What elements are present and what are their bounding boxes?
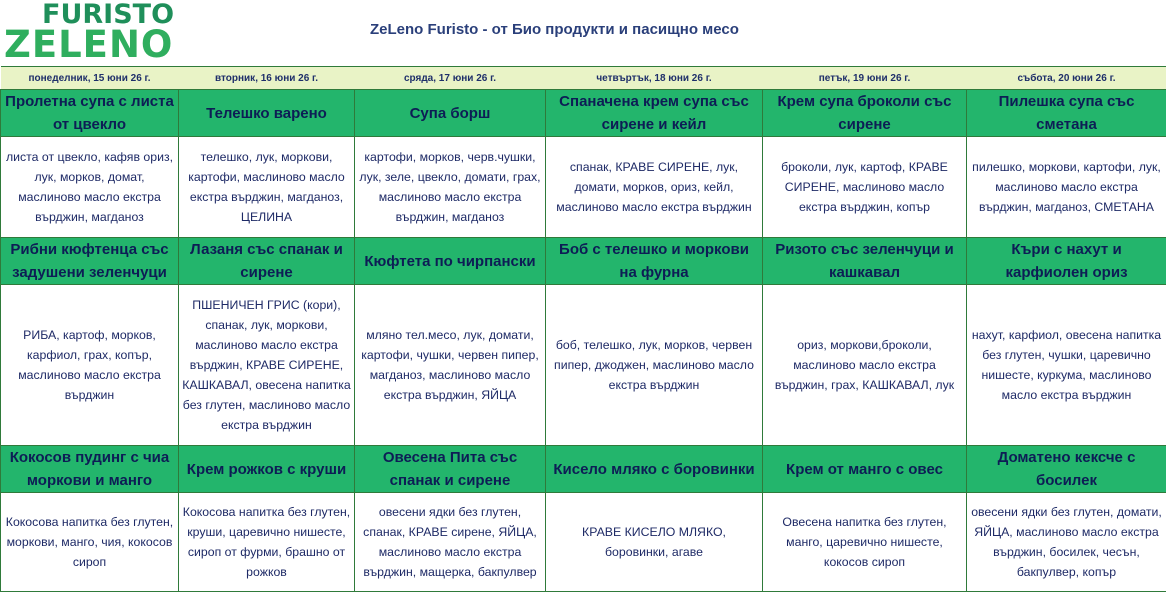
- dish-name: Спаначена крем супа със сирене и кейл: [546, 90, 763, 137]
- day-header: четвъртък, 18 юни 26 г.: [546, 67, 763, 90]
- ingredients-cell: боб, телешко, лук, морков, червен пипер, джоджен, маслиново масло екстра върджин: [546, 285, 763, 446]
- dish-name: Пилешка супа със сметана: [967, 90, 1166, 137]
- ingredients-cell: картофи, морков, черв.чушки, лук, зеле, цвекло, домати, грах, маслиново масло екстра върджин, магданоз: [355, 137, 546, 238]
- ingredients-cell: овесени ядки без глутен, спанак, КРАВЕ сирене, ЯЙЦА, маслиново масло екстра върджин, мащерка, бакпулвер: [355, 493, 546, 592]
- page-title: ZeLeno Furisto - от Био продукти и пасищно месо: [370, 21, 739, 38]
- day-header: петък, 19 юни 26 г.: [763, 67, 967, 90]
- day-header: вторник, 16 юни 26 г.: [179, 67, 355, 90]
- ingredients-cell: пилешко, моркови, картофи, лук, маслиново масло екстра върджин, магданоз, СМЕТАНА: [967, 137, 1166, 238]
- ingredients-row: [1, 493, 1166, 592]
- dish-name: Доматено кексче с босилек: [967, 446, 1166, 493]
- day-header: понеделник, 15 юни 26 г.: [1, 67, 179, 90]
- logo-line-1: FURISTO: [42, 0, 175, 30]
- ingredients-cell: ПШЕНИЧЕН ГРИС (кори), спанак, лук, моркови, маслиново масло екстра върджин, КРАВЕ СИРЕНЕ, КАШКАВАЛ, овесена напитка без глутен, маслиново масло екстра върджин: [179, 285, 355, 446]
- dish-name: Кюфтета по чирпански: [355, 238, 546, 285]
- ingredients-cell: Кокосова напитка без глутен, круши, царевично нишесте, сироп от фурми, брашно от рожков: [179, 493, 355, 592]
- dish-name: Супа борш: [355, 90, 546, 137]
- dish-name: Рибни кюфтенца със задушени зеленчуци: [1, 238, 179, 285]
- ingredients-cell: нахут, карфиол, овесена напитка без глутен, чушки, царевично нишесте, куркума, маслиново масло екстра върджин: [967, 285, 1166, 446]
- ingredients-cell: РИБА, картоф, морков, карфиол, грах, копър, маслиново масло екстра върджин: [1, 285, 179, 446]
- ingredients-cell: Овесена напитка без глутен, манго, царевично нишесте, кокосов сироп: [763, 493, 967, 592]
- ingredients-cell: спанак, КРАВЕ СИРЕНЕ, лук, домати, морков, ориз, кейл, маслиново масло екстра върджин: [546, 137, 763, 238]
- ingredients-row: [1, 137, 1166, 238]
- dish-row: [1, 446, 1166, 493]
- dish-name: Крем от манго с овес: [763, 446, 967, 493]
- day-header: сряда, 17 юни 26 г.: [355, 67, 546, 90]
- ingredients-cell: броколи, лук, картоф, КРАВЕ СИРЕНЕ, маслиново масло екстра върджин, копър: [763, 137, 967, 238]
- dish-name: Лазаня със спанак и сирене: [179, 238, 355, 285]
- dish-row: [1, 90, 1166, 137]
- ingredients-cell: КРАВЕ КИСЕЛО МЛЯКО, боровинки, агаве: [546, 493, 763, 592]
- dish-name: Крем супа броколи със сирене: [763, 90, 967, 137]
- weekly-menu-table: [0, 66, 1166, 592]
- ingredients-cell: ориз, моркови,броколи, маслиново масло екстра върджин, грах, КАШКАВАЛ, лук: [763, 285, 967, 446]
- logo: [4, 0, 179, 64]
- day-header: събота, 20 юни 26 г.: [967, 67, 1166, 90]
- dish-name: Овесена Пита със спанак и сирене: [355, 446, 546, 493]
- dish-name: Телешко варено: [179, 90, 355, 137]
- dish-name: Крем рожков с круши: [179, 446, 355, 493]
- dish-name: Къри с нахут и карфиолен ориз: [967, 238, 1166, 285]
- ingredients-row: [1, 285, 1166, 446]
- days-row: [1, 67, 1166, 90]
- dish-name: Ризото със зеленчуци и кашкавал: [763, 238, 967, 285]
- ingredients-cell: мляно тел.месо, лук, домати, картофи, чушки, червен пипер, магданоз, маслиново масло екстра върджин, ЯЙЦА: [355, 285, 546, 446]
- ingredients-cell: овесени ядки без глутен, домати, ЯЙЦА, маслиново масло екстра върджин, босилек, чесън, бакпулвер, копър: [967, 493, 1166, 592]
- logo-line-2: ZELENO: [4, 23, 174, 66]
- ingredients-cell: листа от цвекло, кафяв ориз, лук, морков, домат, маслиново масло екстра върджин, магданоз: [1, 137, 179, 238]
- ingredients-cell: телешко, лук, моркови, картофи, маслиново масло екстра върджин, магданоз, ЦЕЛИНА: [179, 137, 355, 238]
- dish-name: Кокосов пудинг с чиа моркови и манго: [1, 446, 179, 493]
- dish-name: Пролетна супа с листа от цвекло: [1, 90, 179, 137]
- dish-row: [1, 238, 1166, 285]
- dish-name: Боб с телешко и моркови на фурна: [546, 238, 763, 285]
- ingredients-cell: Кокосова напитка без глутен, моркови, манго, чия, кокосов сироп: [1, 493, 179, 592]
- dish-name: Кисело мляко с боровинки: [546, 446, 763, 493]
